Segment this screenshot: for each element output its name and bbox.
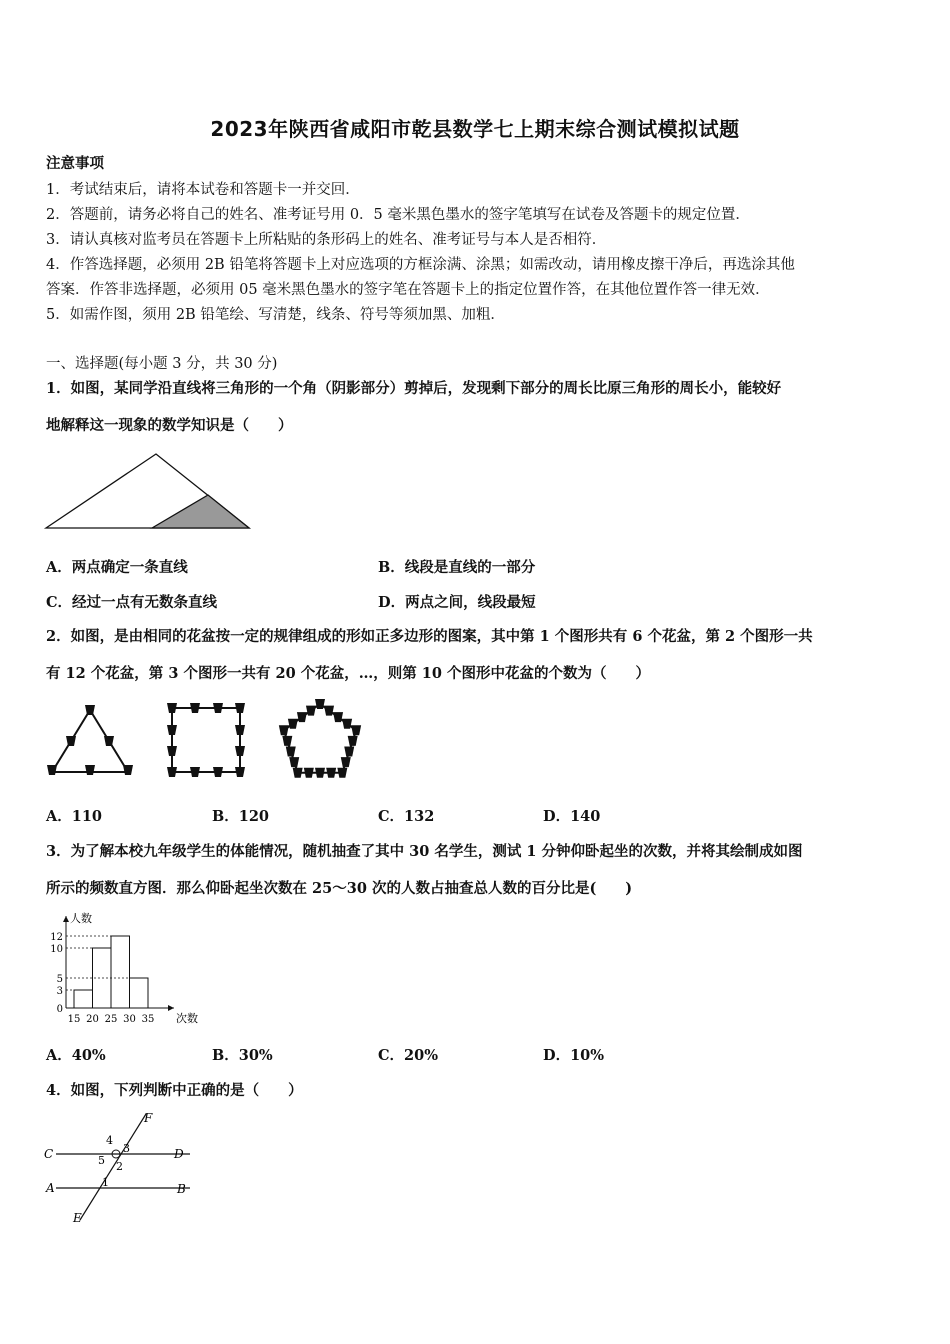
y-tick-label: 3 xyxy=(56,986,63,997)
flowerpot-icon xyxy=(304,768,314,778)
flowerpot-icon xyxy=(213,703,223,713)
notice-heading: 注意事项 xyxy=(46,155,104,172)
section-heading: 一、选择题(每小题 3 分，共 30 分) xyxy=(46,356,278,372)
line-ef xyxy=(80,1114,146,1220)
q1-text-line2: 地解释这一现象的数学知识是（ ） xyxy=(46,417,293,434)
y-tick-label: 10 xyxy=(50,944,63,955)
histogram-chart xyxy=(50,911,198,1025)
flowerpot-icon xyxy=(235,725,245,735)
flowerpot-icon xyxy=(47,765,57,775)
flowerpot-icon xyxy=(235,746,245,756)
q1-triangle-figure xyxy=(44,450,256,534)
angle-3: 3 xyxy=(123,1142,130,1155)
y-tick-label: 5 xyxy=(56,974,63,985)
q2-option-a[interactable]: A．110 xyxy=(46,808,103,825)
flowerpot-icon xyxy=(235,767,245,777)
flowerpot-icon xyxy=(213,767,223,777)
q3-option-a[interactable]: A．40% xyxy=(46,1047,106,1064)
x-tick-label: 20 xyxy=(86,1014,99,1025)
flowerpot-icon xyxy=(167,703,177,713)
label-a: A xyxy=(46,1181,55,1195)
pattern-outline xyxy=(52,710,128,772)
notice-item: 1．考试结束后，请将本试卷和答题卡一并交回． xyxy=(46,182,360,198)
flowerpot-icon xyxy=(286,747,296,757)
label-f: F xyxy=(144,1111,153,1125)
flowerpot-icon xyxy=(123,765,133,775)
flowerpot-icon xyxy=(190,767,200,777)
x-tick-label: 15 xyxy=(67,1014,81,1025)
flowerpot-icon xyxy=(282,736,292,746)
q4-text-line1: 4．如图，下列判断中正确的是（ ） xyxy=(46,1082,303,1099)
cut-corner-shaded xyxy=(152,495,249,528)
flowerpot-icon xyxy=(104,736,114,746)
q2-option-c[interactable]: C．132 xyxy=(378,808,435,825)
q2-flowerpot-figures xyxy=(44,696,370,792)
angle-1: 1 xyxy=(102,1176,109,1189)
pattern-outline xyxy=(172,708,240,772)
flowerpot-icon xyxy=(190,703,200,713)
y-axis-arrow xyxy=(63,916,69,922)
y-tick-label: 0 xyxy=(56,1004,63,1015)
q3-histogram xyxy=(44,910,198,1030)
q3-option-b[interactable]: B．30% xyxy=(212,1047,273,1064)
flowerpot-icon xyxy=(351,725,361,735)
q1-option-c[interactable]: C．经过一点有无数条直线 xyxy=(46,594,218,611)
x-tick-label: 30 xyxy=(123,1014,136,1025)
flowerpot-icon xyxy=(289,757,299,767)
flowerpot-icon xyxy=(66,736,76,746)
angle-5: 5 xyxy=(98,1154,105,1167)
flowerpot-icon xyxy=(167,725,177,735)
notice-item: 答案．作答非选择题，必须用 05 毫米黑色墨水的签字笔在答题卡上的指定位置作答，在其他位置作答一律无效． xyxy=(46,282,770,298)
q1-text-line1: 1．如图，某同学沿直线将三角形的一个角（阴影部分）剪掉后，发现剩下部分的周长比原三角形的周长小，能较好 xyxy=(46,380,782,397)
flowerpot-icon xyxy=(348,736,358,746)
label-e: E xyxy=(73,1211,82,1225)
flowerpot-icon xyxy=(279,725,289,735)
flowerpot-icon xyxy=(315,768,325,778)
q1-option-b[interactable]: B．线段是直线的一部分 xyxy=(378,559,536,576)
q3-option-d[interactable]: D．10% xyxy=(543,1047,605,1064)
flowerpot-patterns xyxy=(47,699,361,778)
q4-parallel-lines-figure xyxy=(40,1108,200,1228)
flowerpot-icon xyxy=(337,768,347,778)
histogram-bar xyxy=(130,978,149,1008)
flowerpot-icon xyxy=(167,746,177,756)
flowerpot-icon xyxy=(344,747,354,757)
y-axis-label: 人数 xyxy=(70,912,92,925)
label-d: D xyxy=(174,1147,184,1161)
angle-2: 2 xyxy=(116,1160,123,1173)
q2-option-d[interactable]: D．140 xyxy=(543,808,601,825)
q1-option-a[interactable]: A．两点确定一条直线 xyxy=(46,559,188,576)
q2-text-line1: 2．如图，是由相同的花盆按一定的规律组成的形如正多边形的图案，其中第 1 个图形共有 6 个花盆，第 2 个图形一共 xyxy=(46,628,813,645)
q2-option-b[interactable]: B．120 xyxy=(212,808,270,825)
q3-text-line1: 3．为了解本校九年级学生的体能情况，随机抽查了其中 30 名学生，测试 1 分钟仰卧起坐的次数，并将其绘制成如图 xyxy=(46,843,803,860)
y-tick-label: 12 xyxy=(50,932,63,943)
histogram-bar xyxy=(74,990,93,1008)
label-c: C xyxy=(44,1147,54,1161)
label-b: B xyxy=(177,1182,186,1196)
q2-text-line2: 有 12 个花盆，第 3 个图形一共有 20 个花盆，…，则第 10 个图形中花盆的个数为（ ） xyxy=(46,665,651,682)
x-tick-label: 25 xyxy=(104,1014,118,1025)
notice-item: 5．如需作图，须用 2B 铅笔绘、写清楚，线条、符号等须加黑、加粗． xyxy=(46,307,505,323)
page-title: 2023年陕西省咸阳市乾县数学七上期末综合测试模拟试题 xyxy=(210,117,740,141)
flowerpot-icon xyxy=(341,757,351,767)
notice-item: 3．请认真核对监考员在答题卡上所粘贴的条形码上的姓名、准考证号与本人是否相符． xyxy=(46,232,607,248)
notice-item: 4．作答选择题，必须用 2B 铅笔将答题卡上对应选项的方框涂满、涂黑；如需改动，请用橡皮擦干净后，再选涂其他 xyxy=(46,257,795,273)
flowerpot-icon xyxy=(235,703,245,713)
x-tick-label: 35 xyxy=(141,1014,155,1025)
angle-4: 4 xyxy=(106,1134,113,1147)
flowerpot-icon xyxy=(167,767,177,777)
x-axis-arrow xyxy=(168,1005,174,1011)
q1-option-d[interactable]: D．两点之间，线段最短 xyxy=(378,594,536,611)
flowerpot-icon xyxy=(85,705,95,715)
histogram-bar xyxy=(111,936,130,1008)
q3-text-line2: 所示的频数直方图．那么仰卧起坐次数在 25～30 次的人数占抽查总人数的百分比是( ) xyxy=(46,880,633,897)
flowerpot-icon xyxy=(293,768,303,778)
flowerpot-icon xyxy=(326,768,336,778)
q3-option-c[interactable]: C．20% xyxy=(378,1047,438,1064)
notice-item: 2．答题前，请务必将自己的姓名、准考证号用 0．5 毫米黑色墨水的签字笔填写在试卷及答题卡的规定位置． xyxy=(46,207,750,223)
x-axis-label: 次数 xyxy=(176,1012,198,1025)
flowerpot-icon xyxy=(85,765,95,775)
